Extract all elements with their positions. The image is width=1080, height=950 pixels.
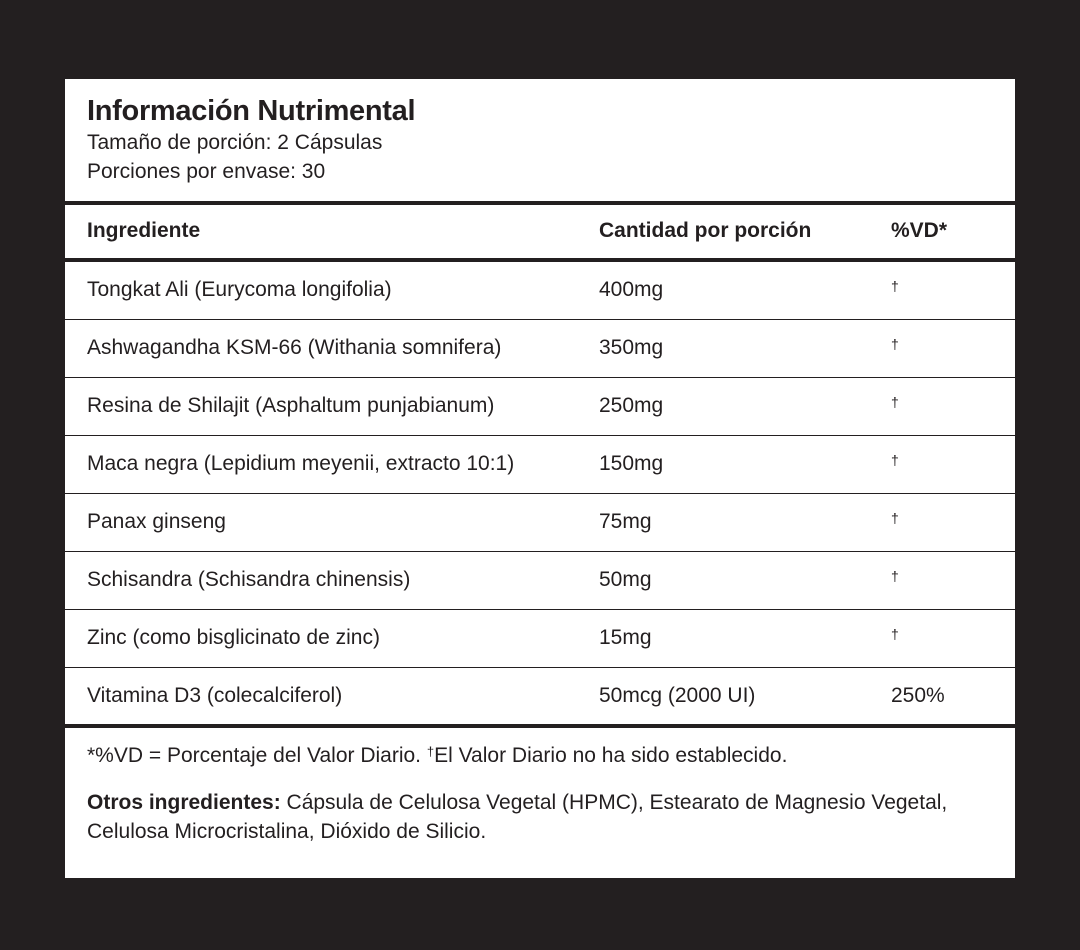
ingredient-amount: 50mcg (2000 UI) [599, 684, 756, 707]
daily-value: † [891, 394, 899, 410]
daily-value: † [891, 278, 899, 294]
footnote-text: *%VD = Porcentaje del Valor Diario. [87, 744, 427, 767]
divider-thick [65, 724, 1015, 728]
ingredient-name: Panax ginseng [87, 510, 226, 533]
ingredient-name: Vitamina D3 (colecalciferol) [87, 684, 343, 707]
ingredient-amount: 75mg [599, 510, 652, 533]
serving-size: Tamaño de porción: 2 Cápsulas [87, 131, 383, 154]
daily-value: † [891, 568, 899, 584]
footnote-text-continued: El Valor Diario no ha sido establecido. [434, 744, 788, 767]
daily-value: † [891, 626, 899, 642]
daily-value: † [891, 510, 899, 526]
table-row [65, 436, 1015, 494]
ingredient-amount: 250mg [599, 394, 664, 417]
ingredient-name: Resina de Shilajit (Asphaltum punjabianum) [87, 394, 495, 417]
ingredient-name: Zinc (como bisglicinato de zinc) [87, 626, 380, 649]
ingredient-amount: 15mg [599, 626, 652, 649]
nutrition-facts-panel [65, 79, 1015, 878]
ingredient-name: Maca negra (Lepidium meyenii, extracto 10:1) [87, 452, 515, 475]
table-row [65, 610, 1015, 668]
panel-header [65, 79, 1015, 201]
ingredient-amount: 50mg [599, 568, 652, 591]
other-ingredients-label: Otros ingredientes: [87, 791, 281, 814]
ingredient-table-body [65, 262, 1015, 725]
daily-value: † [891, 336, 899, 352]
column-header-dv: %VD* [891, 219, 948, 242]
ingredient-name: Ashwagandha KSM-66 (Withania somnifera) [87, 336, 502, 359]
panel-footer [87, 742, 987, 846]
daily-value: 250% [891, 684, 945, 707]
table-row [65, 668, 1015, 725]
table-row [65, 320, 1015, 378]
other-ingredients [87, 788, 987, 846]
daily-value: † [891, 452, 899, 468]
column-header-ingredient: Ingrediente [87, 219, 201, 242]
panel-title: Información Nutrimental [87, 95, 416, 127]
table-row [65, 262, 1015, 320]
ingredient-amount: 150mg [599, 452, 664, 475]
servings-per-container: Porciones por envase: 30 [87, 160, 326, 183]
other-ingredients-text: Cápsula de Celulosa Vegetal (HPMC), Estearato de Magnesio Vegetal, Celulosa Microcristalina, Dióxido de Silicio. [87, 791, 948, 843]
table-row [65, 494, 1015, 552]
dagger-symbol: † [426, 744, 435, 759]
column-header-amount: Cantidad por porción [599, 219, 812, 242]
ingredient-amount: 350mg [599, 336, 664, 359]
ingredient-amount: 400mg [599, 278, 664, 301]
table-header [65, 205, 1015, 258]
ingredient-name: Tongkat Ali (Eurycoma longifolia) [87, 278, 392, 301]
table-row [65, 552, 1015, 610]
daily-value-footnote [87, 742, 987, 770]
ingredient-name: Schisandra (Schisandra chinensis) [87, 568, 411, 591]
table-row [65, 378, 1015, 436]
